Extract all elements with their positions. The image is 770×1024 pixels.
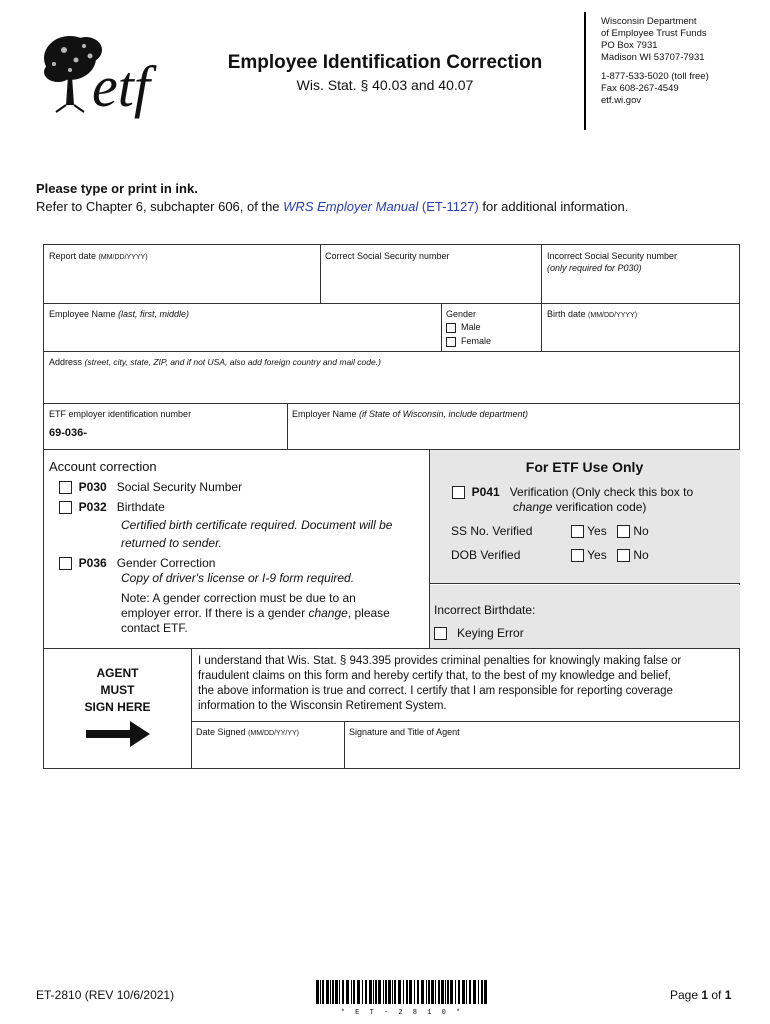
barcode-bar [484,980,487,1004]
dob-verified-no[interactable]: No [617,548,649,562]
incorrect-ssn-field[interactable] [546,275,736,301]
p036-option[interactable]: P036 Gender Correction [59,556,215,570]
gender-note-cont: employer error. If there is a gender change, please [121,606,390,620]
barcode-bar [406,980,408,1004]
barcode-bar [373,980,374,1004]
employee-name-label: Employee Name (last, first, middle) [49,309,190,319]
etf-employer-id-label: ETF employer identification number [49,409,192,419]
barcode-bar [375,980,377,1004]
barcode-bar [445,980,446,1004]
p030-option[interactable]: P030 Social Security Number [59,480,242,494]
etf-address [601,16,709,107]
report-date-field[interactable] [48,263,316,301]
date-signed-label: Date Signed (MM/DD/YY/YY) [196,727,300,737]
etf-employer-id-value[interactable]: 69-036- [49,427,87,439]
male-option[interactable]: Male [446,322,481,333]
ink-instruction: Please type or print in ink. [36,181,198,196]
row-divider [44,449,740,450]
address-line: of Employee Trust Funds [601,28,707,39]
barcode-bar [431,980,434,1004]
incorrect-ssn-note: (only required for P030) [547,263,642,273]
arrow-right-icon [86,721,150,752]
barcode-bar [322,980,324,1004]
barcode-bar [326,980,329,1004]
barcode-bar [414,980,415,1004]
etf-divider [429,583,740,584]
barcode-bar [335,980,338,1004]
barcode-bar [481,980,483,1004]
ssn-verified-no[interactable]: No [617,524,649,538]
phone-line: 1-877-533-5020 (toll free) [601,71,709,82]
p036-note: Copy of driver's license or I-9 form required. [121,571,355,585]
barcode-bar [346,980,349,1004]
correction-form [43,244,740,769]
barcode-bar [330,980,331,1004]
page-title: Employee Identification Correction [227,52,543,73]
ssn-yes-checkbox[interactable] [571,525,584,538]
row-divider [44,648,740,649]
barcode-bar [478,980,479,1004]
barcode-bar [473,980,476,1004]
col-divider [191,648,192,769]
barcode-bar [388,980,391,1004]
logo-text: etf [92,54,150,119]
account-correction-heading: Account correction [49,459,157,474]
p032-option[interactable]: P032 Birthdate [59,500,165,514]
dob-verified-yes[interactable]: Yes [571,548,607,562]
et-1127-link[interactable]: (ET-1127) [421,199,479,214]
barcode-bar [447,980,449,1004]
signature-title-label: Signature and Title of Agent [349,727,460,737]
barcode-bar [365,980,367,1004]
barcode-bar [378,980,381,1004]
p036-checkbox[interactable] [59,557,72,570]
gender-note: Note: A gender correction must be due to an [121,591,356,605]
page-subtitle: Wis. Stat. § 40.03 and 40.07 [296,77,474,93]
etf-logo [40,30,190,125]
col-divider [344,721,345,769]
report-date-label: Report date (MM/DD/YYYY) [49,251,148,261]
website-link[interactable]: etf.wi.gov [601,95,642,106]
incorrect-birthdate-label: Incorrect Birthdate: [434,603,536,617]
manual-reference [36,199,628,214]
barcode-bar [438,980,440,1004]
barcode-bar [455,980,456,1004]
col-divider [287,403,288,449]
barcode-bar [417,980,419,1004]
barcode-bar [369,980,372,1004]
signature-field[interactable] [348,739,736,767]
dob-no-checkbox[interactable] [617,549,630,562]
col-divider [429,449,430,648]
barcode-bar [421,980,424,1004]
barcode-bar [426,980,427,1004]
barcode-text: * E T - 2 8 1 0 * [340,1009,464,1017]
barcode-bar [409,980,412,1004]
date-signed-field[interactable] [195,739,341,767]
employee-name-field[interactable] [48,321,436,349]
employer-name-label: Employer Name (if State of Wisconsin, include department) [292,409,529,419]
barcode-bar [394,980,396,1004]
barcode [316,980,488,1017]
reference-text: Refer to Chapter 6, subchapter 606, of the [36,199,284,214]
address-field[interactable] [48,369,736,401]
barcode-bar [462,980,465,1004]
p041-label-cont: change verification code) [513,500,647,514]
p032-note: Certified birth certificate required. Document will be [121,518,393,532]
barcode-bar [428,980,430,1004]
address-line: Wisconsin Department [601,16,697,27]
barcode-bar [398,980,401,1004]
form-id: ET-2810 (REV 10/6/2021) [36,988,175,1002]
ssn-verified-label: SS No. Verified [451,524,533,538]
gender-note-end: contact ETF. [121,621,188,635]
p032-checkbox[interactable] [59,501,72,514]
gender-label: Gender [446,309,477,319]
barcode-bar [403,980,404,1004]
address-line: PO Box 7931 [601,40,658,51]
barcode-bar [466,980,467,1004]
agent-sign-here: AGENT MUST SIGN HERE [84,666,151,714]
barcode-bar [441,980,444,1004]
barcode-bar [458,980,460,1004]
etf-use-heading: For ETF Use Only [525,459,644,475]
female-option[interactable]: Female [446,336,491,347]
barcode-bar [351,980,352,1004]
correct-ssn-field[interactable] [324,263,538,301]
birth-date-label: Birth date (MM/DD/YYYY) [547,309,638,319]
p041-option[interactable]: P041 Verification (Only check this box to [452,485,693,499]
dob-verified-label: DOB Verified [451,548,521,562]
barcode-bar [362,980,363,1004]
barcode-bar [450,980,453,1004]
header-divider [584,12,586,130]
barcode-bar [353,980,355,1004]
col-divider [441,303,442,351]
address-line: Madison WI 53707-7931 [601,52,705,63]
address-label: Address (street, city, state, ZIP, and if not USA, also add foreign country and mail code.) [49,357,381,367]
female-checkbox[interactable] [446,337,456,347]
keying-error-checkbox[interactable] [434,627,447,640]
row-divider [44,351,740,352]
employer-name-field[interactable] [291,421,736,447]
barcode-bar [332,980,334,1004]
fax-line: Fax 608-267-4549 [601,83,679,94]
reference-text-end: for additional information. [478,199,629,214]
incorrect-ssn-label: Incorrect Social Security number [547,251,678,261]
row-divider [44,403,740,404]
barcode-bar [469,980,471,1004]
barcode-bar [385,980,387,1004]
barcode-bar [357,980,360,1004]
barcode-bar [383,980,384,1004]
birth-date-field[interactable] [546,321,736,349]
p030-checkbox[interactable] [59,481,72,494]
row-divider [191,721,740,722]
col-divider [320,245,321,303]
col-divider [541,245,542,351]
barcode-bar [342,980,344,1004]
dob-yes-checkbox[interactable] [571,549,584,562]
p032-note-cont: returned to sender. [121,536,222,550]
barcode-bar [320,980,321,1004]
row-divider [44,303,740,304]
ssn-no-checkbox[interactable] [617,525,630,538]
page-number: Page 1 of 1 [670,988,732,1002]
correct-ssn-label: Correct Social Security number [325,251,450,261]
barcode-bar [316,980,319,1004]
barcode-bar [435,980,436,1004]
wrs-manual-link[interactable]: WRS Employer Manual [283,199,419,214]
ssn-verified-yes[interactable]: Yes [571,524,607,538]
barcode-bar [392,980,393,1004]
p041-checkbox[interactable] [452,486,465,499]
certification-text: I understand that Wis. Stat. § 943.395 provides criminal penalties for knowingly making false or fraudulent claims on this form and hereby certify that, to the best of my knowledge and belief, the above information is true and correct. I certify that I am responsible for reporting coverage information to the Wisconsin Retirement System. [198,655,682,712]
male-checkbox[interactable] [446,323,456,333]
barcode-bar [339,980,340,1004]
keying-error-option[interactable]: Keying Error [434,626,524,640]
